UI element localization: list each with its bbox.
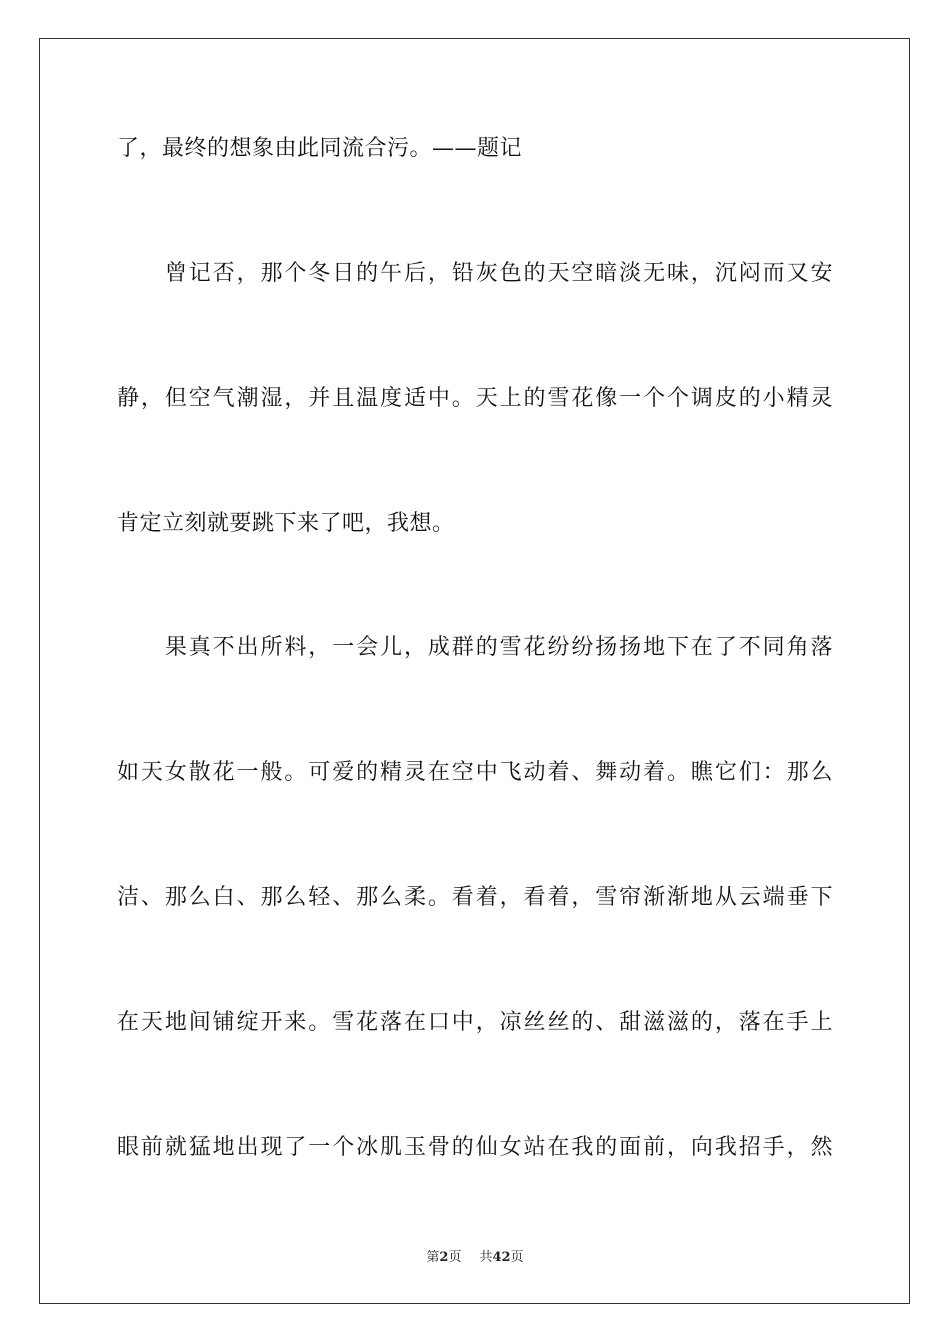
page-footer [0, 1246, 950, 1265]
text-line-8: 在天地间铺绽开来。雪花落在口中，凉丝丝的、甜滋滋的，落在手上 [117, 1010, 833, 1035]
total-suffix: 页 [510, 1250, 524, 1265]
total-pages: 42 [492, 1250, 511, 1265]
text-line-9: 眼前就猛地出现了一个冰肌玉骨的仙女站在我的面前，向我招手，然 [117, 1135, 833, 1160]
page-number: 2 [439, 1250, 449, 1265]
page-prefix: 第 [426, 1250, 440, 1265]
page-border [39, 38, 910, 1304]
text-line-5: 果真不出所料，一会儿，成群的雪花纷纷扬扬地下在了不同角落 [117, 635, 833, 660]
total-prefix: 共 [479, 1250, 493, 1265]
page-suffix: 页 [448, 1250, 462, 1265]
text-line-2: 曾记否，那个冬日的午后，铅灰色的天空暗淡无味，沉闷而又安 [117, 261, 833, 286]
text-line-6: 如天女散花一般。可爱的精灵在空中飞动着、舞动着。瞧它们：那么 [117, 760, 833, 785]
text-line-7: 洁、那么白、那么轻、那么柔。看着，看着，雪帘渐渐地从云端垂下 [117, 885, 833, 910]
text-line-4: 肯定立刻就要跳下来了吧，我想。 [117, 511, 455, 536]
text-line-3: 静，但空气潮湿，并且温度适中。天上的雪花像一个个调皮的小精灵 [117, 386, 833, 411]
text-line-1: 了，最终的想象由此同流合污。——题记 [117, 136, 523, 161]
